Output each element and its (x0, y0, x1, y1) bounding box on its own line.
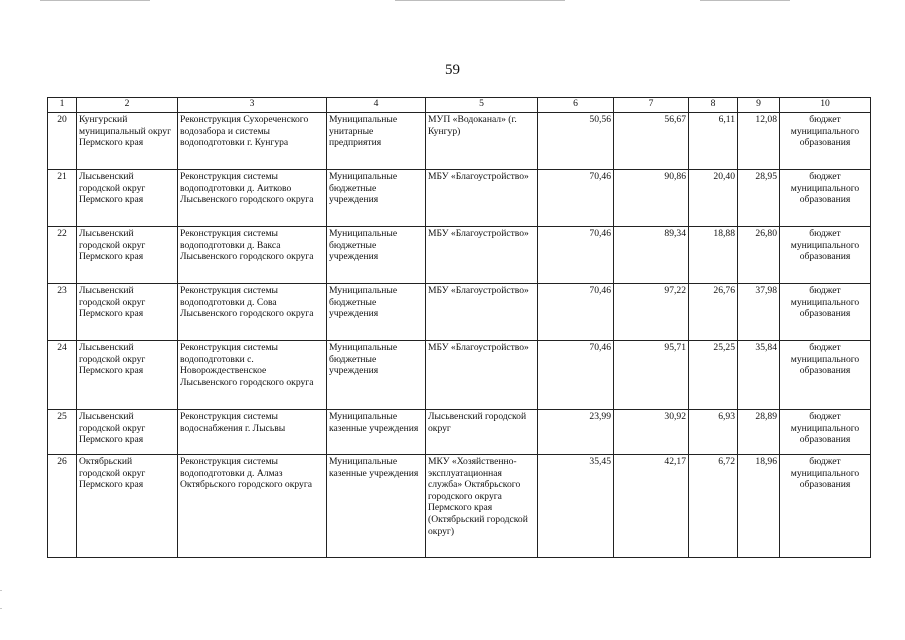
projects-table (47, 97, 871, 558)
value-col7-cell: 42,17 (614, 455, 689, 558)
scan-edge-mark (0, 590, 2, 591)
column-header: 5 (426, 98, 538, 113)
scan-edge-mark (0, 608, 2, 609)
table-row (48, 284, 871, 341)
project-cell: Реконструкция системы водоподготовки д. Аитково Лысьвенского городского округа (178, 170, 327, 227)
value-col8-cell: 26,76 (689, 284, 738, 341)
value-col9-cell: 35,84 (738, 341, 780, 410)
org-type-cell: Муниципальные казенные учреждения (327, 455, 426, 558)
organization-cell: МБУ «Благоустройство» (426, 227, 538, 284)
column-header: 10 (780, 98, 871, 113)
funding-source-cell: бюджет муниципального образования (780, 455, 871, 558)
project-cell: Реконструкция системы водоподготовки с. Новорождественское Лысьвенского городского округа (178, 341, 327, 410)
table-row (48, 113, 871, 170)
value-col7-cell: 89,34 (614, 227, 689, 284)
row-number: 25 (48, 410, 77, 455)
value-col6-cell: 50,56 (538, 113, 614, 170)
value-col8-cell: 6,11 (689, 113, 738, 170)
org-type-cell: Муниципальные унитарные предприятия (327, 113, 426, 170)
value-col8-cell: 18,88 (689, 227, 738, 284)
column-header: 6 (538, 98, 614, 113)
territory-cell: Кунгурский муниципальный округ Пермского края (77, 113, 178, 170)
row-number: 20 (48, 113, 77, 170)
value-col9-cell: 12,08 (738, 113, 780, 170)
value-col8-cell: 6,93 (689, 410, 738, 455)
organization-cell: МБУ «Благоустройство» (426, 341, 538, 410)
value-col8-cell: 6,72 (689, 455, 738, 558)
org-type-cell: Муниципальные бюджетные учреждения (327, 170, 426, 227)
organization-cell: МКУ «Хозяйственно-эксплуатационная служба» Октябрьского городского округа Пермского края (Октябрьский городской округ) (426, 455, 538, 558)
funding-source-cell: бюджет муниципального образования (780, 227, 871, 284)
scan-edge-line (40, 0, 150, 1)
value-col6-cell: 35,45 (538, 455, 614, 558)
row-number: 22 (48, 227, 77, 284)
organization-cell: МУП «Водоканал» (г. Кунгур) (426, 113, 538, 170)
value-col7-cell: 56,67 (614, 113, 689, 170)
org-type-cell: Муниципальные казенные учреждения (327, 410, 426, 455)
value-col6-cell: 70,46 (538, 341, 614, 410)
funding-source-cell: бюджет муниципального образования (780, 341, 871, 410)
value-col6-cell: 70,46 (538, 284, 614, 341)
value-col9-cell: 28,95 (738, 170, 780, 227)
project-cell: Реконструкция системы водоподготовки д. Алмаз Октябрьского городского округа (178, 455, 327, 558)
value-col7-cell: 90,86 (614, 170, 689, 227)
table-row (48, 455, 871, 558)
column-header: 2 (77, 98, 178, 113)
table-header-row (48, 98, 871, 113)
row-number: 23 (48, 284, 77, 341)
org-type-cell: Муниципальные бюджетные учреждения (327, 284, 426, 341)
org-type-cell: Муниципальные бюджетные учреждения (327, 341, 426, 410)
org-type-cell: Муниципальные бюджетные учреждения (327, 227, 426, 284)
funding-source-cell: бюджет муниципального образования (780, 410, 871, 455)
column-header: 1 (48, 98, 77, 113)
value-col7-cell: 97,22 (614, 284, 689, 341)
value-col6-cell: 23,99 (538, 410, 614, 455)
territory-cell: Октябрьский городской округ Пермского края (77, 455, 178, 558)
value-col9-cell: 28,89 (738, 410, 780, 455)
row-number: 21 (48, 170, 77, 227)
scan-edge-line (395, 0, 565, 1)
funding-source-cell: бюджет муниципального образования (780, 284, 871, 341)
project-cell: Реконструкция системы водоподготовки д. Сова Лысьвенского городского округа (178, 284, 327, 341)
table-row (48, 170, 871, 227)
organization-cell: МБУ «Благоустройство» (426, 170, 538, 227)
column-header: 4 (327, 98, 426, 113)
value-col7-cell: 95,71 (614, 341, 689, 410)
organization-cell: Лысьвенский городской округ (426, 410, 538, 455)
value-col7-cell: 30,92 (614, 410, 689, 455)
value-col6-cell: 70,46 (538, 227, 614, 284)
row-number: 26 (48, 455, 77, 558)
scan-edge-line (700, 0, 790, 1)
value-col9-cell: 18,96 (738, 455, 780, 558)
territory-cell: Лысьвенский городской округ Пермского края (77, 284, 178, 341)
territory-cell: Лысьвенский городской округ Пермского края (77, 170, 178, 227)
territory-cell: Лысьвенский городской округ Пермского края (77, 410, 178, 455)
column-header: 3 (178, 98, 327, 113)
value-col6-cell: 70,46 (538, 170, 614, 227)
row-number: 24 (48, 341, 77, 410)
territory-cell: Лысьвенский городской округ Пермского края (77, 227, 178, 284)
table-row (48, 227, 871, 284)
value-col9-cell: 37,98 (738, 284, 780, 341)
funding-source-cell: бюджет муниципального образования (780, 113, 871, 170)
funding-source-cell: бюджет муниципального образования (780, 170, 871, 227)
value-col8-cell: 20,40 (689, 170, 738, 227)
project-cell: Реконструкция Сухореченского водозабора и системы водоподготовки г. Кунгура (178, 113, 327, 170)
table-row (48, 341, 871, 410)
column-header: 7 (614, 98, 689, 113)
page-number: 59 (445, 62, 460, 78)
project-cell: Реконструкция системы водоснабжения г. Лысьвы (178, 410, 327, 455)
organization-cell: МБУ «Благоустройство» (426, 284, 538, 341)
territory-cell: Лысьвенский городской округ Пермского края (77, 341, 178, 410)
column-header: 8 (689, 98, 738, 113)
column-header: 9 (738, 98, 780, 113)
value-col9-cell: 26,80 (738, 227, 780, 284)
project-cell: Реконструкция системы водоподготовки д. Вакса Лысьвенского городского округа (178, 227, 327, 284)
value-col8-cell: 25,25 (689, 341, 738, 410)
table-row (48, 410, 871, 455)
